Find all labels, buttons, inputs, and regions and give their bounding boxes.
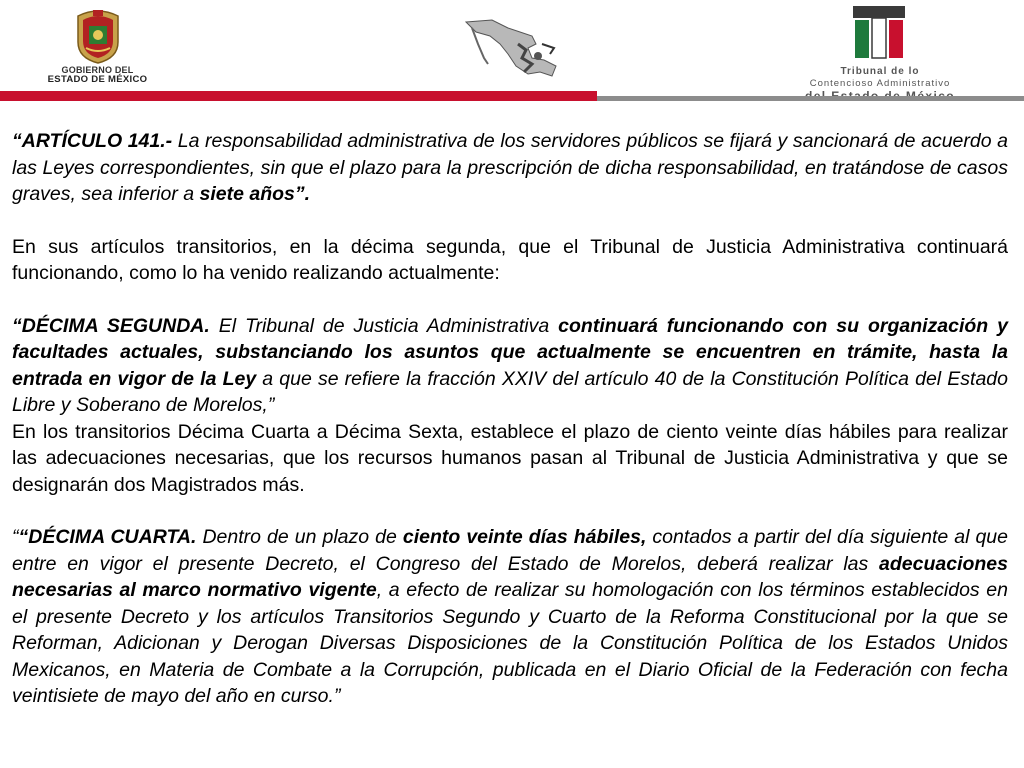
paragraph-transitorios-decima: En los transitorios Décima Cuarta a Décima Sexta, establece el plazo de ciento veinte días hábiles para realizar las adecuaciones necesarias, que los recursos humanos pasan al Tribunal de Justicia Administrativa y que se designarán dos Magistrados más. <box>12 420 1008 496</box>
paragraph-decima-segunda <box>12 313 1008 419</box>
header-red-bar <box>0 91 597 101</box>
article-text: , a efecto de realizar su homologación con los términos establecidos en el presente Decreto y los artículos Transitorios Segundo y Cuarto de la Reforma Constitucional por la que se Reforman, Adicionan y Derogan Diversas Disposiciones de la Constitución Política de los Estados Unidos Mexicanos, en Materia de Combate a la Corrupción, publicada en el Diario Oficial de la Federación con fecha veintisiete de mayo del año en curso.” <box>12 579 1008 707</box>
paragraph-transitorios-intro: En sus artículos transitorios, en la décima segunda, que el Tribunal de Justicia Administrativa continuará funcionando, como lo ha venido realizando actualmente: <box>12 235 1008 284</box>
coat-of-arms-icon <box>75 8 121 64</box>
emphasis-text: adecuaciones necesarias al marco normativo vigente <box>12 552 1008 601</box>
tribunal-line2: Contencioso Administrativo <box>809 78 951 89</box>
gov-logo-line1: GOBIERNO DEL <box>61 65 134 75</box>
article-text: El Tribunal de Justicia Administrativa <box>209 314 559 337</box>
article-text: Dentro de un plazo de <box>196 526 403 548</box>
gov-logo-line2: ESTADO DE MÉXICO <box>47 74 148 85</box>
mexico-map-icon <box>462 14 562 84</box>
slide-body <box>12 128 1008 710</box>
emphasis-text: siete años <box>199 183 295 205</box>
tribunal-line1: Tribunal de lo <box>840 66 920 77</box>
article-heading: “DÉCIMA CUARTA. <box>18 526 197 548</box>
header-gray-bar <box>597 96 1024 101</box>
closing-quote: ”. <box>294 183 311 205</box>
opening-quote: “ <box>12 526 19 548</box>
article-text: a que se refiere la fracción XXIV del artículo 40 de la Constitución Política del Estado Libre y Soberano de Morelos,” <box>12 367 1008 416</box>
tribunal-logo <box>795 4 965 102</box>
emphasis-text: continuará funcionando con su organización y facultades actuales, substanciando los asuntos que actualmente se encuentren en trámite, hasta la entrada en vigor de la Ley <box>12 314 1008 390</box>
article-heading: “ARTÍCULO 141.- <box>12 130 173 152</box>
gobierno-estado-mexico-logo <box>40 8 155 90</box>
slide-header <box>0 0 1024 104</box>
tribunal-emblem-icon <box>851 4 907 60</box>
mexico-map-image <box>462 14 562 84</box>
article-heading: “DÉCIMA SEGUNDA. <box>12 314 210 337</box>
paragraph-articulo-141 <box>12 128 1008 208</box>
article-text: contados a partir del día siguiente al que entre en vigor el presente Decreto, el Congreso del Estado de Morelos, deberá realizar las <box>12 526 1008 575</box>
paragraph-decima-cuarta <box>12 524 1008 710</box>
emphasis-text: ciento veinte días hábiles, <box>402 526 647 548</box>
article-text: La responsabilidad administrativa de los servidores públicos se fijará y sancionará de acuerdo a las Leyes correspondientes, sin que el plazo para la prescripción de dicha responsabilidad, en tratándose de casos graves, sea inferior a <box>12 130 1008 205</box>
